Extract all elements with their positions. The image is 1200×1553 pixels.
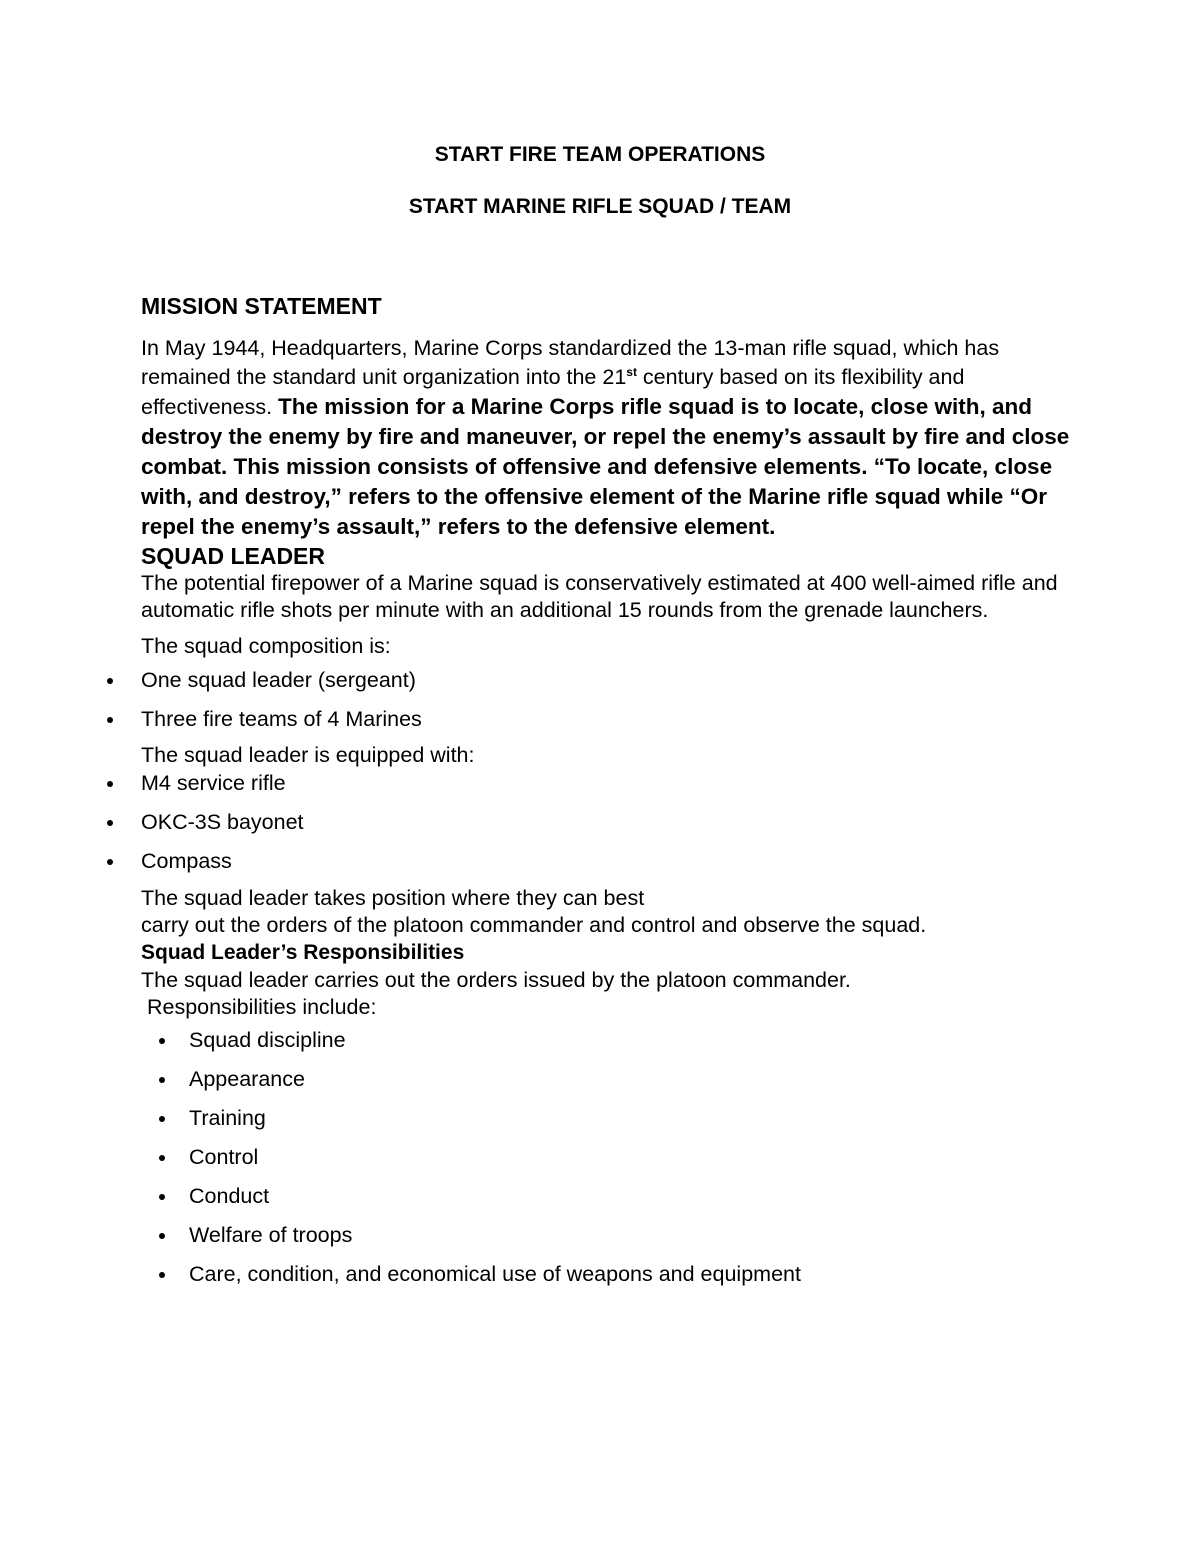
list-item: OKC-3S bayonet [119,803,1071,842]
bullet-dot-icon [107,717,113,723]
bullet-dot-icon [107,859,113,865]
list-item: Control [119,1138,1071,1177]
bullet-dot-icon [159,1038,165,1044]
mission-intro-text-2: century based on its flexibility and effectiveness. [141,365,965,419]
list-item: M4 service rifle [119,764,1071,803]
mission-statement-heading: MISSION STATEMENT [141,293,382,319]
mission-intro-text-1: In May 1944, Headquarters, Marine Corps standardized the 13-man rifle squad, which has remained the standard unit organization into the 21 [141,336,1000,389]
bullet-dot-icon [159,1194,165,1200]
position-line-1: The squad leader takes position where they can best [141,886,645,910]
list-item: Welfare of troops [119,1216,1071,1255]
document-subtitle: START MARINE RIFLE SQUAD / TEAM [408,195,792,218]
bullet-dot-icon [107,678,113,684]
bullet-dot-icon [107,781,113,787]
equipment-list [141,764,1071,881]
ordinal-suffix: st [626,364,637,379]
list-item: Three fire teams of 4 Marines [119,700,1071,739]
bullet-dot-icon [159,1116,165,1122]
squad-leader-heading: SQUAD LEADER [141,543,326,569]
list-item: Conduct [119,1177,1071,1216]
list-item: Care, condition, and economical use of weapons and equipment [119,1255,1071,1294]
bullet-dot-icon [159,1077,165,1083]
composition-intro: The squad composition is: [141,634,391,658]
position-line-2: carry out the orders of the platoon commander and control and observe the squad. [141,913,927,937]
document-title: START FIRE TEAM OPERATIONS [434,143,766,166]
list-item: Training [119,1099,1071,1138]
bullet-dot-icon [107,820,113,826]
responsibilities-line-2: Responsibilities include: [141,995,377,1019]
responsibilities-heading: Squad Leader’s Responsibilities [141,941,465,964]
bullet-dot-icon [159,1233,165,1239]
equipment-intro: The squad leader is equipped with: [141,743,475,767]
document-body [141,292,1071,1294]
list-item: Squad discipline [119,1021,1071,1060]
list-item: One squad leader (sergeant) [119,661,1071,700]
bullet-dot-icon [159,1155,165,1161]
list-item: Compass [119,842,1071,881]
bullet-dot-icon [159,1272,165,1278]
responsibilities-list [141,1021,1071,1294]
mission-bold-text: The mission for a Marine Corps rifle squad is to locate, close with, and destroy the enemy by fire and maneuver, or repel the enemy’s assault by fire and close combat. This mission consists of offensive and defensive elements. “To locate, close with, and destroy,” refers to the offensive element of the Marine rifle squad while “Or repel the enemy’s assault,” refers to the defensive element. [141,394,1070,539]
mission-statement-paragraph [141,334,1071,542]
firepower-paragraph: The potential firepower of a Marine squad is conservatively estimated at 400 well-aimed rifle and automatic rifle shots per minute with an additional 15 rounds from the grenade launchers. [141,571,1058,622]
responsibilities-line-1: The squad leader carries out the orders issued by the platoon commander. [141,968,851,992]
composition-list [141,661,1071,739]
list-item: Appearance [119,1060,1071,1099]
